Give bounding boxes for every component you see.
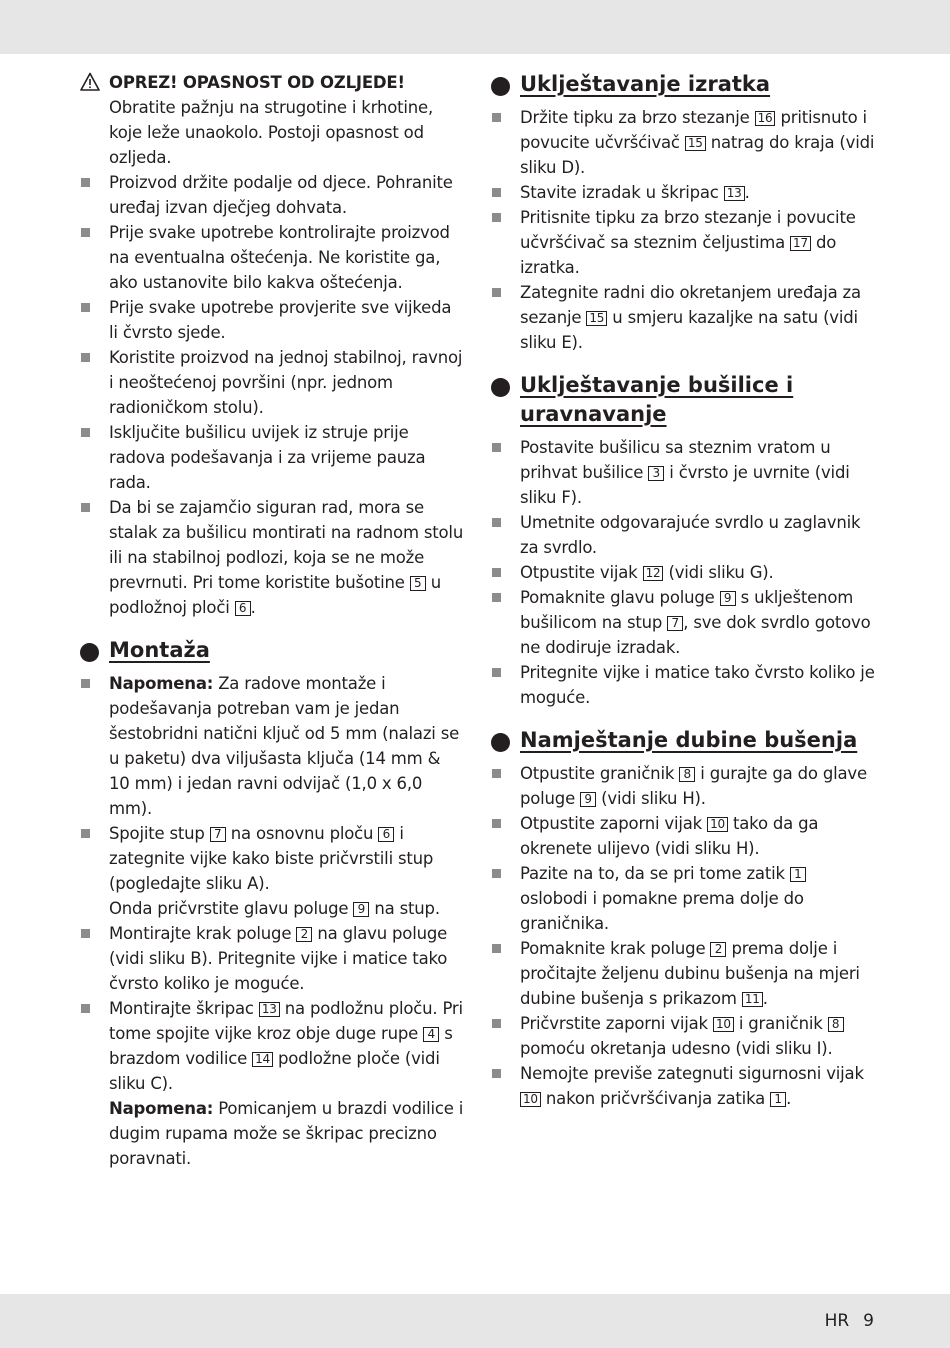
list-item (491, 585, 876, 660)
list-item (491, 936, 876, 1011)
part-ref: 9 (353, 902, 369, 917)
list-item (491, 205, 876, 280)
item-text: Da bi se zajamčio siguran rad, mora se stalak za bušilicu montirati na radnom stolu ili na stabilnoj podlozi, koja se ne može prevrnuti. Pri tome koristite bušotine (109, 498, 464, 592)
part-ref: 15 (685, 136, 706, 151)
item-text: Otpustite vijak (520, 563, 638, 582)
part-ref: 10 (707, 817, 728, 832)
item-text: Stavite izradak u škripac (520, 183, 719, 202)
bullet-square-icon (81, 1004, 90, 1013)
bullet-square-icon (492, 944, 501, 953)
footer-band (0, 1294, 950, 1348)
item-text: na podložnu ploču. Pri tome spojite vijke kroz obje duge rupe (109, 999, 463, 1043)
section-dot-icon (80, 643, 99, 662)
page-number (825, 1311, 874, 1331)
bullet-square-icon (492, 1019, 501, 1028)
bullet-square-icon (492, 443, 501, 452)
note-label: Napomena: (109, 674, 214, 693)
list-item (80, 295, 465, 345)
part-ref: 13 (259, 1002, 280, 1017)
bullet-square-icon (492, 869, 501, 878)
bullet-square-icon (492, 1069, 501, 1078)
item-text: Montirajte škripac (109, 999, 254, 1018)
bullet-square-icon (492, 668, 501, 677)
item-text: na stup. (374, 899, 440, 918)
part-ref: 2 (296, 927, 312, 942)
item-text: podložne ploče (vidi sliku C). (109, 1049, 440, 1093)
bullet-square-icon (492, 188, 501, 197)
item-text: . (744, 183, 750, 202)
item-text: s brazdom vodilice (109, 1024, 453, 1068)
warning-text: Obratite pažnju na strugotine i krhotine, koje leže unaokolo. Postoji opasnost od ozljeda. (109, 98, 433, 167)
list-item (491, 861, 876, 936)
item-text: i gurajte ga do glave poluge (520, 764, 867, 808)
list-item (491, 1061, 876, 1111)
item-text: prema dolje i pročitajte željenu dubinu bušenja na mjeri dubine bušenja s prikazom (520, 939, 860, 1008)
bullet-square-icon (492, 568, 501, 577)
section-heading-uklijestavanje-izratka (491, 70, 876, 99)
item-text: Otpustite zaporni vijak (520, 814, 703, 833)
heading-text: Uklještavanje izratka (520, 72, 771, 96)
list-item (80, 821, 465, 921)
item-text: na osnovnu ploču (230, 824, 374, 843)
part-ref: 9 (720, 591, 736, 606)
part-ref: 17 (790, 236, 811, 251)
item-text: nakon pričvršćivanja zatika (545, 1089, 766, 1108)
list-item (491, 280, 876, 355)
part-ref: 11 (742, 992, 763, 1007)
item-text: Prije svake upotrebe provjerite sve vijkeda li čvrsto sjede. (109, 298, 452, 342)
item-text: , sve dok svrdlo gotovo ne dodiruje izradak. (520, 613, 871, 657)
list-item (80, 170, 465, 220)
item-text: u smjeru kazaljke na satu (vidi sliku E). (520, 308, 858, 352)
item-text: Proizvod držite podalje od djece. Pohranite uređaj izvan dječjeg dohvata. (109, 173, 453, 217)
warning-triangle-icon (80, 72, 100, 92)
item-text: Pritegnite vijke i matice tako čvrsto koliko je moguće. (520, 663, 875, 707)
part-ref: 6 (235, 601, 251, 616)
list-item (491, 1011, 876, 1061)
bullet-square-icon (81, 929, 90, 938)
item-text: natrag do kraja (vidi sliku D). (520, 133, 875, 177)
item-text: i čvrsto je uvrnite (vidi sliku F). (520, 463, 850, 507)
item-text: Spojite stup (109, 824, 205, 843)
item-text: Za radove montaže i podešavanja potreban vam je jedan šestobridni natični ključ od 5 mm (nalazi se u paketu) dva viljušasta ključa (14 mm & 10 mm) i jedan ravni odvijač (1,0 x 6,0 mm). (109, 674, 460, 818)
item-text: pritisnuto i povucite učvršćivač (520, 108, 867, 152)
section-heading-dubina-busenja (491, 726, 876, 755)
item-text: Zategnite radni dio okretanjem uređaja za sezanje (520, 283, 861, 327)
part-ref: 2 (710, 942, 726, 957)
item-text: Otpustite graničnik (520, 764, 675, 783)
bullet-square-icon (492, 769, 501, 778)
part-ref: 7 (210, 827, 226, 842)
bullet-square-icon (492, 819, 501, 828)
list-item (491, 435, 876, 510)
list-item (491, 660, 876, 710)
list-item (491, 180, 876, 205)
item-text: Isključite bušilicu uvijek iz struje prije radova podešavanja i za vrijeme pauza rada. (109, 423, 426, 492)
part-ref: 1 (770, 1092, 786, 1107)
item-text: Pazite na to, da se pri tome zatik (520, 864, 785, 883)
part-ref: 9 (580, 792, 596, 807)
item-text: Nemojte previše zategnuti sigurnosni vijak (520, 1064, 864, 1083)
part-ref: 4 (423, 1027, 439, 1042)
section-dot-icon (491, 378, 510, 397)
section-heading-montaza (80, 636, 465, 665)
item-text: Montirajte krak poluge (109, 924, 292, 943)
bullet-square-icon (81, 353, 90, 362)
section-dot-icon (491, 733, 510, 752)
bullet-square-icon (81, 303, 90, 312)
part-ref: 14 (252, 1052, 273, 1067)
part-ref: 16 (755, 111, 776, 126)
list-item (80, 996, 465, 1171)
item-text: Koristite proizvod na jednoj stabilnoj, ravnoj i neoštećenoj površini (npr. jednom radioničkom stolu). (109, 348, 463, 417)
part-ref: 15 (586, 311, 607, 326)
item-text: Pomaknite krak poluge (520, 939, 706, 958)
list-item (491, 105, 876, 180)
header-band (0, 0, 950, 54)
part-ref: 12 (643, 566, 664, 581)
item-text: (vidi sliku H). (601, 789, 706, 808)
item-text: . (762, 989, 768, 1008)
item-text: Pritisnite tipku za brzo stezanje i povucite učvršćivač sa steznim čeljustima (520, 208, 856, 252)
bullet-square-icon (81, 178, 90, 187)
language-code: HR (824, 1311, 850, 1331)
item-text: (vidi sliku G). (668, 563, 774, 582)
note-label: Napomena: (109, 1099, 214, 1118)
part-ref: 13 (724, 186, 745, 201)
warning-block (80, 70, 465, 170)
list-item (80, 671, 465, 821)
bullet-square-icon (492, 288, 501, 297)
list-item (80, 345, 465, 420)
item-text: u podložnoj ploči (109, 573, 442, 617)
heading-text: Uklještavanje bušilice i uravnavanje (520, 373, 794, 426)
list-item (491, 510, 876, 560)
bullet-square-icon (81, 679, 90, 688)
item-text: Pomaknite glavu poluge (520, 588, 715, 607)
section-dot-icon (491, 77, 510, 96)
part-ref: 6 (378, 827, 394, 842)
left-column (80, 70, 465, 1171)
list-item (491, 761, 876, 811)
bullet-square-icon (492, 518, 501, 527)
item-text: do izratka. (520, 233, 837, 277)
right-column (491, 70, 876, 1111)
item-text: . (250, 598, 256, 617)
part-ref: 7 (667, 616, 683, 631)
warning-title: OPREZ! OPASNOST OD OZLJEDE! (109, 73, 405, 92)
bullet-square-icon (81, 228, 90, 237)
item-text: Pomicanjem u brazdi vodilice i dugim rupama može se škripac precizno poravnati. (109, 1099, 464, 1168)
item-text: Držite tipku za brzo stezanje (520, 108, 750, 127)
part-ref: 8 (679, 767, 695, 782)
item-text: Postavite bušilicu sa steznim vratom u prihvat bušilice (520, 438, 831, 482)
heading-text: Montaža (109, 638, 210, 662)
item-text: i zategnite vijke kako biste pričvrstili stup (pogledajte sliku A). (109, 824, 434, 893)
list-item (80, 420, 465, 495)
list-item (491, 811, 876, 861)
bullet-square-icon (81, 829, 90, 838)
item-text: oslobodi i pomakne prema dolje do graničnika. (520, 889, 804, 933)
bullet-square-icon (492, 113, 501, 122)
item-text: i graničnik (738, 1014, 823, 1033)
part-ref: 3 (648, 466, 664, 481)
bullet-square-icon (492, 593, 501, 602)
part-ref: 1 (790, 867, 806, 882)
item-text: na glavu poluge (vidi sliku B). Pritegnite vijke i matice tako čvrsto koliko je moguće. (109, 924, 448, 993)
item-text: . (786, 1089, 792, 1108)
part-ref: 10 (713, 1017, 734, 1032)
bullet-square-icon (492, 213, 501, 222)
item-text: Prije svake upotrebe kontrolirajte proizvod na eventualna oštećenja. Ne koristite ga, ako ustanovite bilo kakva oštećenja. (109, 223, 450, 292)
item-text: tako da ga okrenete ulijevo (vidi sliku H). (520, 814, 819, 858)
list-item (80, 220, 465, 295)
item-text: Pričvrstite zaporni vijak (520, 1014, 708, 1033)
item-text: Umetnite odgovarajuće svrdlo u zaglavnik za svrdlo. (520, 513, 861, 557)
part-ref: 10 (520, 1092, 541, 1107)
bullet-square-icon (81, 503, 90, 512)
item-text: Onda pričvrstite glavu poluge (109, 899, 349, 918)
list-item (80, 921, 465, 996)
heading-text: Namještanje dubine bušenja (520, 728, 858, 752)
list-item (80, 495, 465, 620)
page-number-value: 9 (863, 1311, 874, 1331)
bullet-square-icon (81, 428, 90, 437)
list-item (491, 560, 876, 585)
part-ref: 5 (410, 576, 426, 591)
section-heading-uklijestavanje-busilice (491, 371, 876, 429)
item-text: pomoću okretanja udesno (vidi sliku I). (520, 1039, 833, 1058)
item-text: s uklještenom bušilicom na stup (520, 588, 854, 632)
part-ref: 8 (828, 1017, 844, 1032)
